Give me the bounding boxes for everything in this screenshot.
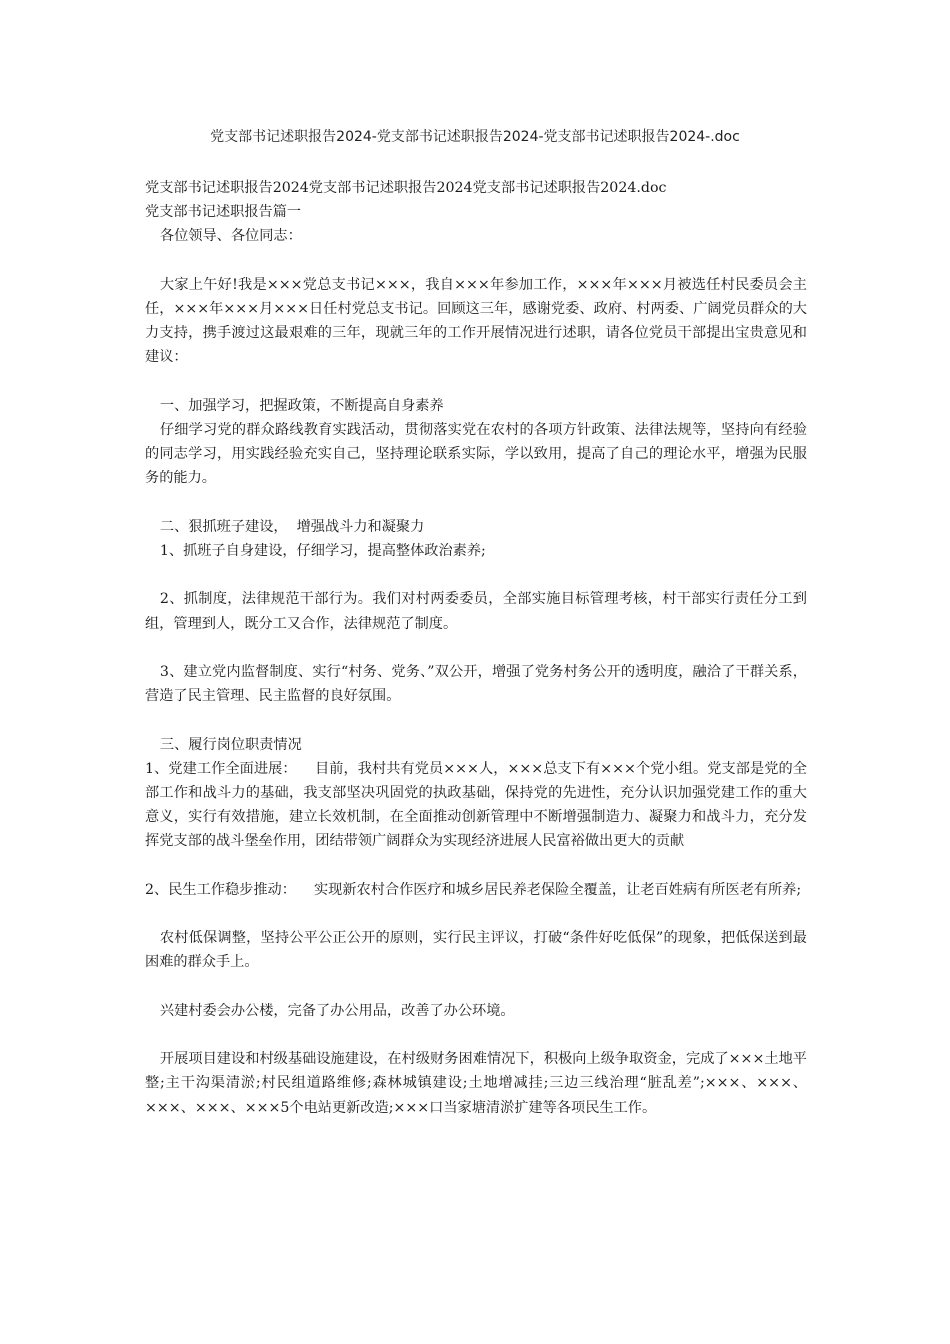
paragraph-gap [145,563,807,587]
section-2-item-3: 3、建立党内监督制度、实行“村务、党务、”双公开，增强了党务村务公开的透明度，融洽了干群关系，营造了民主管理、民主监督的良好氛围。 [145,663,807,705]
paragraph-gap [145,491,807,515]
paragraph-gap [145,370,807,394]
low-income-paragraph: 农村低保调整，坚持公平公正公开的原则，实行民主评议，打破“条件好吃低保”的现象，把低保送到最困难的群众手上。 [145,930,807,971]
section-2-item-2: 2、抓制度，法律规范干部行为。我们对村两委委员，全部实施目标管理考核，村干部实行责任分工到组，管理到人，既分工又合作，法律规范了制度。 [145,591,807,632]
paragraph-gap [145,902,807,926]
page-header-title: 党支部书记述职报告2024-党支部书记述职报告2024-党支部书记述职报告2024-.doc [210,129,740,145]
section-3-heading: 三、履行岗位职责情况 [159,736,302,753]
salutation: 各位领导、各位同志： [159,228,302,245]
projects-paragraph: 开展项目建设和村级基础设施建设，在村级财务困难情况下，积极向上级争取资金，完成了×××土地平整;主干沟渠清淤;村民组道路维修;森林城镇建设;土地增减挂;三边三线治理“脏乱差”;×××、×××、×××、×××、×××5个电站更新改造;×××口当家塘清淤扩建等各项民生工作。 [145,1051,807,1116]
section-1-heading: 一、加强学习，把握政策，不断提高自身素养 [159,397,444,414]
paragraph-gap [145,708,807,732]
paragraph-gap [145,1023,807,1047]
document-title-line: 党支部书记述职报告2024党支部书记述职报告2024党支部书记述职报告2024.doc [145,180,667,196]
office-paragraph: 兴建村委会办公楼，完备了办公用品，改善了办公环境。 [159,1002,515,1019]
document-body [145,176,807,1120]
paragraph-gap [145,249,807,273]
document-subtitle: 党支部书记述职报告篇一 [145,204,302,221]
intro-paragraph: 大家上午好!我是×××党总支书记×××，我自×××年参加工作，×××年×××月被选任村民委员会主任，×××年×××月×××日任村党总支书记。回顾这三年，感谢党委、政府、村两委、广阔党员群众的大力支持，携手渡过这最艰难的三年，现就三年的工作开展情况进行述职，请各位党员干部提出宝贵意见和建议： [145,276,807,366]
paragraph-gap [145,636,807,660]
section-2-heading: 二、狠抓班子建设， 增强战斗力和凝聚力 [159,518,425,535]
section-1-body: 仔细学习党的群众路线教育实践活动，贯彻落实党在农村的各项方针政策、法律法规等，坚持向有经验的同志学习，用实践经验充实自己，坚持理论联系实际，学以致用，提高了自己的理论水平，增强为民服务的能力。 [145,422,807,487]
section-3-item-2: 2、民生工作稳步推动： 实现新农村合作医疗和城乡居民养老保险全覆盖，让老百姓病有所医老有所养; [145,881,802,898]
section-2-item-1: 1、抓班子自身建设，仔细学习，提高整体政治素养; [159,543,486,559]
section-3-item-1: 1、党建工作全面进展： 目前，我村共有党员×××人，×××总支下有×××个党小组。党支部是党的全部工作和战斗力的基础，我支部坚决巩固党的执政基础，保持党的先进性，充分认识加强党建工作的重大意义，实行有效措施，建立长效机制，在全面推动创新管理中不断增强制造力、凝聚力和战斗力，充分发挥党支部的战斗堡垒作用，团结带领广阔群众为实现经济进展人民富裕做出更大的贡献 [145,760,807,850]
paragraph-gap [145,975,807,999]
paragraph-gap [145,854,807,878]
